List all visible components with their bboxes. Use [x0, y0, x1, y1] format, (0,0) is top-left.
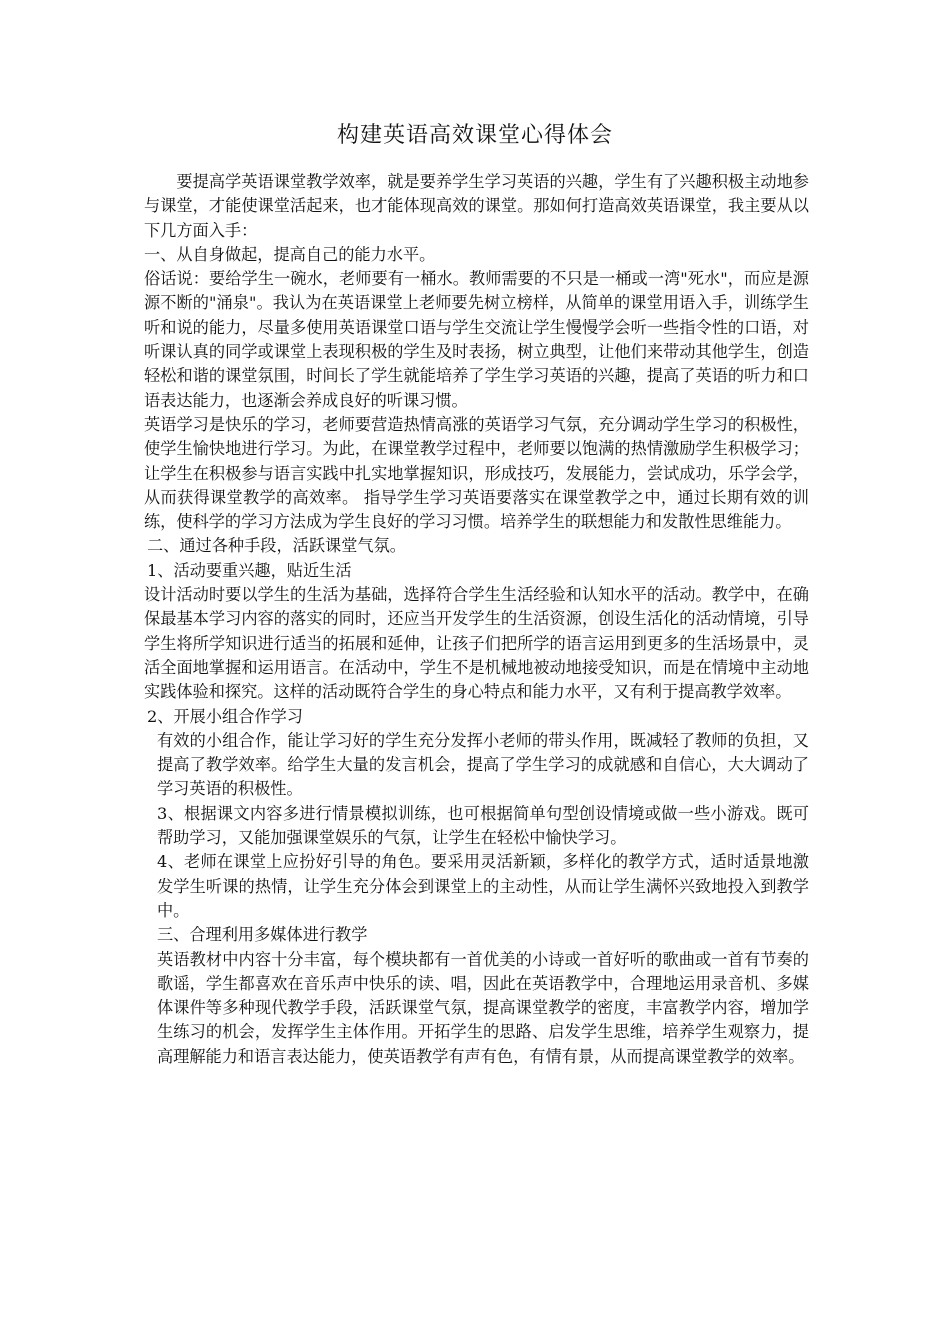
- paragraph: 英语学习是快乐的学习，老师要营造热情高涨的英语学习气氛，充分调动学生学习的积极性，使学生愉快地进行学习。为此，在课堂教学过程中，老师要以饱满的热情激励学生积极学习；让学生在积极参与语言实践中扎实地掌握知识，形成技巧，发展能力，尝试成功，乐学会学，从而获得课堂教学的高效率。 指导学生学习英语要落实在课堂教学之中，通过长期有效的训练，使科学的学习方法成为学生良好的学习习惯。培养学生的联想能力和发散性思维能力。: [144, 414, 809, 532]
- subheading-1: 1、活动要重兴趣，贴近生活: [147, 560, 352, 580]
- section-heading-2: 二、通过各种手段，活跃课堂气氛。: [147, 536, 406, 556]
- paragraph-item-4: 4、老师在课堂上应扮好引导的角色。要采用灵活新颖，多样化的教学方式，适时适景地激发学生听课的热情，让学生充分体会到课堂上的主动性，从而让学生满怀兴致地投入到教学中。: [157, 852, 809, 920]
- paragraph-item-3: 3、根据课文内容多进行情景模拟训练，也可根据简单句型创设情境或做一些小游戏。既可帮助学习，又能加强课堂娱乐的气氛，让学生在轻松中愉快学习。: [157, 803, 809, 848]
- paragraph: 俗话说：要给学生一碗水，老师要有一桶水。教师需要的不只是一桶或一湾"死水"，而应是源源不断的"涌泉"。我认为在英语课堂上老师要先树立榜样，从简单的课堂用语入手，训练学生听和说的能力，尽量多使用英语课堂口语与学生交流让学生慢慢学会听一些指令性的口语，对听课认真的同学或课堂上表现积极的学生及时表扬，树立典型，让他们来带动其他学生，创造轻松和谐的课堂氛围，时间长了学生就能培养了学生学习英语的兴趣，提高了英语的听力和口语表达能力，也逐渐会养成良好的听课习惯。: [144, 269, 809, 410]
- subheading-2: 2、开展小组合作学习: [147, 706, 303, 726]
- document-title: 构建英语高效课堂心得体会: [336, 123, 613, 148]
- paragraph-intro: 要提高学英语课堂教学效率，就是要养学生学习英语的兴趣，学生有了兴趣积极主动地参与课堂，才能使课堂活起来，也才能体现高效的课堂。那如何打造高效英语课堂，我主要从以下几方面入手：: [144, 172, 809, 240]
- paragraph: 有效的小组合作，能让学习好的学生充分发挥小老师的带头作用，既减轻了教师的负担，又提高了教学效率。给学生大量的发言机会，提高了学生学习的成就感和自信心，大大调动了学习英语的积极性。: [157, 730, 809, 799]
- section-heading-3: 三、合理利用多媒体进行教学: [157, 925, 368, 945]
- section-heading-1: 一、从自身做起，提高自己的能力水平。: [144, 244, 436, 264]
- paragraph: 设计活动时要以学生的生活为基础，选择符合学生生活经验和认知水平的活动。教学中，在确保最基本学习内容的落实的同时，还应当开发学生的生活资源，创设生活化的活动情境，引导学生将所学知识进行适当的拓展和延伸，让孩子们把所学的语言运用到更多的生活场景中，灵活全面地掌握和运用语言。在活动中，学生不是机械地被动地接受知识，而是在情境中主动地实践体验和探究。这样的活动既符合学生的身心特点和能力水平，又有利于提高教学效率。: [144, 585, 809, 702]
- paragraph: 英语教材中内容十分丰富，每个模块都有一首优美的小诗或一首好听的歌曲或一首有节奏的歌谣，学生都喜欢在音乐声中快乐的读、唱，因此在英语教学中，合理地运用录音机、多媒体课件等多种现代教学手段，活跃课堂气氛，提高课堂教学的密度，丰富教学内容，增加学生练习的机会，发挥学生主体作用。开拓学生的思路、启发学生思维，培养学生观察力，提高理解能力和语言表达能力，使英语教学有声有色，有情有景，从而提高课堂教学的效率。: [157, 949, 809, 1066]
- document-body: [144, 170, 809, 1069]
